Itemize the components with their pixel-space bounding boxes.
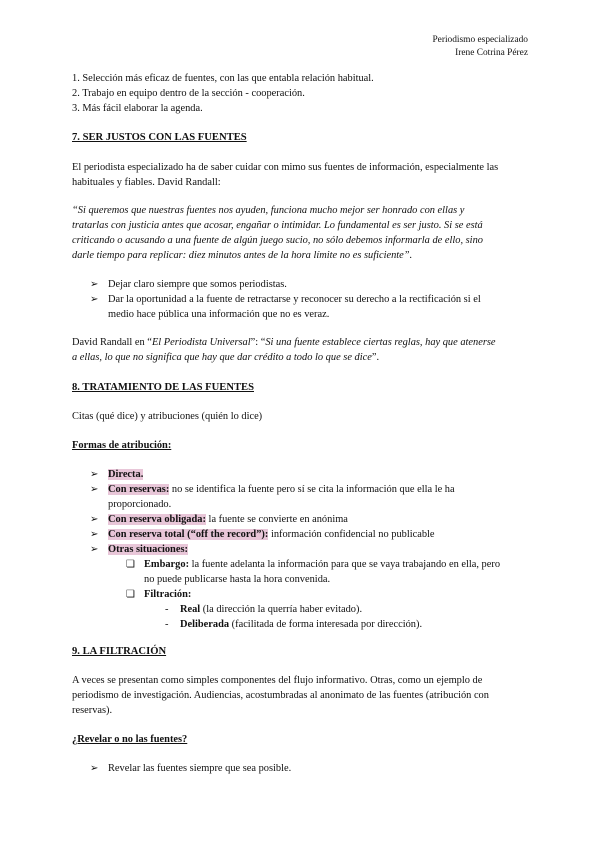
checkbox-bullet-icon: ❏ — [126, 589, 135, 600]
term: Filtración: — [144, 589, 192, 600]
formas-heading: Formas de atribución: — [72, 440, 172, 451]
paragraph-line: A veces se presentan como simples componentes del flujo informativo. Otras, como un ejemplo de — [72, 675, 483, 686]
highlighted-term: Con reserva obligada: — [108, 514, 206, 525]
paragraph-line — [72, 350, 496, 365]
quote-line: tratarlas con justicia antes que acosar, engañar o intimidar. Lo fundamental es ser justo. Si se está — [72, 220, 483, 231]
item-text: proporcionado. — [108, 499, 172, 510]
page-header — [432, 34, 528, 60]
header-author: Irene Cotrina Pérez — [455, 48, 528, 58]
item-text: (la dirección la querría haber evitado). — [200, 604, 363, 615]
book-title: El Periodista Universal — [151, 337, 251, 348]
section-heading-7: 7. SER JUSTOS CON LAS FUENTES — [72, 132, 247, 143]
arrow-bullet-icon: ➢ — [90, 469, 99, 480]
dash-bullet-icon: - — [165, 619, 169, 630]
bullet-text: medio hace pública una información que no es veraz. — [108, 309, 330, 320]
arrow-bullet-icon: ➢ — [90, 514, 99, 525]
item-text: información confidencial no publicable — [268, 529, 435, 540]
revelar-heading: ¿Revelar o no las fuentes? — [72, 734, 188, 745]
section-heading-8: 8. TRATAMIENTO DE LAS FUENTES — [72, 382, 254, 393]
section-heading-9: 9. LA FILTRACIÓN — [72, 646, 167, 657]
term: Deliberada — [180, 619, 230, 630]
randall-paragraph — [72, 335, 496, 365]
quote-line: “Si queremos que nuestras fuentes nos ayuden, funciona mucho mejor ser honrado con ellas y — [72, 205, 465, 216]
paragraph-line: periodismo de investigación. Audiencias, acostumbradas al anonimato de las fuentes (atribución con — [72, 690, 489, 701]
checkbox-bullet-icon: ❏ — [126, 559, 135, 570]
paragraph-line — [72, 335, 496, 350]
item-line — [108, 482, 550, 497]
quote-line: darle tiempo para replicar: diez minutos antes de la hora límite no es suficiente”. — [72, 250, 413, 261]
numbered-item: 2. Trabajo en equipo dentro de la sección - cooperación. — [72, 88, 305, 99]
sub-list-item — [90, 557, 550, 587]
paragraph-line: habituales y fiables. David Randall: — [72, 177, 221, 188]
text-span: David Randall en “ — [72, 337, 152, 348]
item-text: no se identifica la fuente pero sí se cita la información que ella le ha — [169, 484, 455, 495]
quote-span: Si una fuente establece ciertas reglas, hay que atenerse — [265, 337, 496, 348]
section7-bullets — [90, 277, 540, 322]
sub-sub-list-item — [90, 602, 550, 617]
arrow-bullet-icon: ➢ — [90, 294, 99, 305]
item-line — [144, 557, 550, 572]
list-item — [90, 761, 291, 776]
quote-span: a ellas, lo que no significa que hay que dar crédito a todo lo que se dice — [72, 352, 372, 363]
numbered-list — [72, 71, 374, 116]
dash-bullet-icon: - — [165, 604, 169, 615]
quote-line: criticando o acusando a una fuente de algún juego sucio, no sólo debemos informarla de ello, sino — [72, 235, 483, 246]
highlighted-term: Con reserva total (“off the record”): — [108, 529, 269, 540]
bullet-text: Dejar claro siempre que somos periodistas. — [108, 279, 287, 290]
item-text: (facilitada de forma interesada por dirección). — [229, 619, 423, 630]
highlighted-term: Directa. — [108, 469, 144, 480]
text-span: ”: “ — [250, 337, 266, 348]
item-text: la fuente se convierte en anónima — [205, 514, 348, 525]
section9-paragraph — [72, 673, 489, 718]
item-text: la fuente adelanta la información para que se vaya trabajando en ella, pero — [189, 559, 501, 570]
bullet-text: Dar la oportunidad a la fuente de retractarse y reconocer su derecho a la rectificación si el — [108, 294, 481, 305]
arrow-bullet-icon: ➢ — [90, 279, 99, 290]
paragraph-line: El periodista especializado ha de saber cuidar con mimo sus fuentes de información, especialmente las — [72, 162, 499, 173]
list-item — [90, 512, 550, 527]
numbered-item: 1. Selección más eficaz de fuentes, con las que entabla relación habitual. — [72, 73, 374, 84]
sub-sub-list-item — [90, 617, 550, 632]
revelar-list — [90, 761, 291, 776]
arrow-bullet-icon: ➢ — [90, 763, 99, 774]
item-text: no puede publicarse hasta la hora convenida. — [144, 574, 331, 585]
section7-paragraph — [72, 160, 498, 190]
list-item — [90, 292, 540, 322]
highlighted-term: Otras situaciones: — [108, 544, 188, 555]
arrow-bullet-icon: ➢ — [90, 484, 99, 495]
randall-quote — [72, 203, 483, 263]
arrow-bullet-icon: ➢ — [90, 544, 99, 555]
atribucion-list — [90, 467, 550, 632]
bullet-text: Revelar las fuentes siempre que sea posible. — [108, 763, 292, 774]
text-span: ”. — [371, 352, 380, 363]
term: Embargo: — [144, 559, 190, 570]
list-item — [90, 482, 550, 512]
arrow-bullet-icon: ➢ — [90, 529, 99, 540]
list-item — [90, 467, 550, 482]
numbered-item: 3. Más fácil elaborar la agenda. — [72, 103, 203, 114]
list-item — [90, 542, 550, 557]
header-course: Periodismo especializado — [432, 35, 528, 45]
citas-text: Citas (qué dice) y atribuciones (quién lo dice) — [72, 411, 263, 422]
sub-list-item — [90, 587, 550, 602]
paragraph-line: reservas). — [72, 705, 113, 716]
highlighted-term: Con reservas: — [108, 484, 170, 495]
list-item — [90, 277, 540, 292]
list-item — [90, 527, 550, 542]
term: Real — [180, 604, 201, 615]
